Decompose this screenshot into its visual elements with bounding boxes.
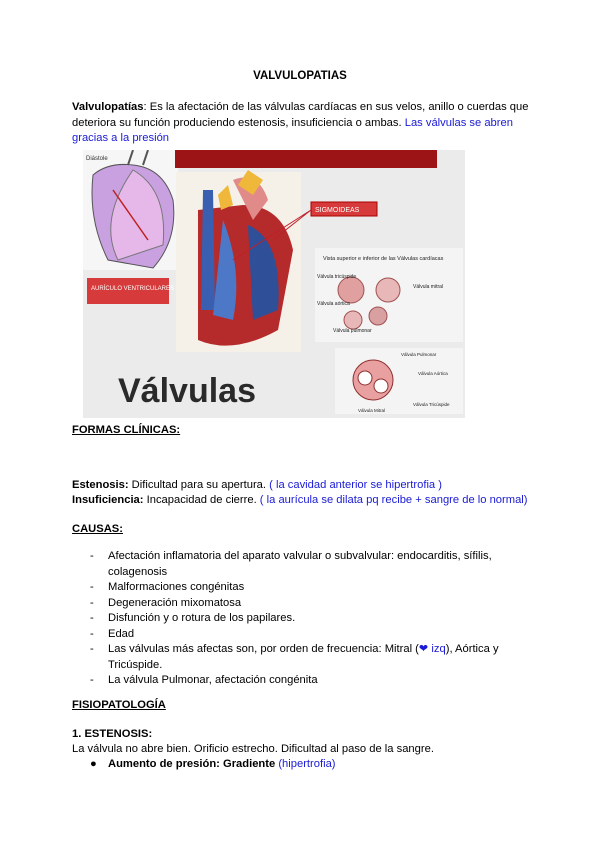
pressure-note: (hipertrofia) <box>275 758 336 770</box>
insufficiency-note: ( la aurícula se dilata pq recibe + sangre de lo normal) <box>259 494 528 506</box>
freq-suffix: ), Aórtica y Tricúspide. <box>108 643 499 671</box>
causes-heading: CAUSAS: <box>72 523 123 535</box>
page-title: VALVULOPATIAS <box>253 70 347 82</box>
intro-note: Las válvulas se abren gracias a la presión <box>72 116 513 144</box>
heart-left-note: ❤ izq <box>418 643 446 655</box>
lower-label-aortic: Válvula Aórtica <box>418 371 448 376</box>
physio-heading: FISIOPATOLOGÍA <box>72 699 166 711</box>
freq-prefix: Las válvulas más afectas son, por orden de frecuencia: Mitral ( <box>108 643 419 655</box>
forms-heading: FORMAS CLÍNICAS: <box>72 424 181 436</box>
stenosis-note: ( la cavidad anterior se hipertrofia ) <box>269 479 442 491</box>
insufficiency-text: Incapacidad de cierre. <box>143 494 260 506</box>
stenosis-subheading: 1. ESTENOSIS: <box>72 728 153 740</box>
cause-item: - Afectación inflamatoria del aparato valvular o subvalvular: endocarditis, sífilis, colagenosis <box>90 549 530 580</box>
valves-illustration <box>83 150 465 418</box>
diastole-label: Diástole <box>86 156 108 162</box>
insufficiency-line <box>72 494 528 506</box>
pressure-term: Aumento de presión: Gradiente <box>108 758 276 770</box>
cause-item-frequency <box>90 642 530 673</box>
intro-paragraph <box>72 100 532 147</box>
valve-label-mitral: Válvula mitral <box>413 284 444 290</box>
stenosis-text: Dificultad para su apertura. <box>128 479 270 491</box>
stenosis-term: Estenosis: <box>72 479 129 491</box>
cause-item: - Disfunción y o rotura de los papilares. <box>90 611 530 627</box>
insufficiency-term: Insuficiencia: <box>72 494 144 506</box>
lower-label-mitral: Válvula Mitral <box>358 408 386 413</box>
lower-label-pulmonary: Válvula Pulmonar <box>401 352 437 357</box>
valve-label-pulmonary: Válvula pulmonar <box>333 328 372 334</box>
valve-label-tricuspid: Válvula tricúspide <box>317 274 357 280</box>
pressure-bullet <box>90 758 336 770</box>
upper-view-caption: Vista superior e inferior de las Válvulas cardíacas <box>323 256 444 262</box>
valve-label-aortic: Válvula aórtica <box>317 301 350 307</box>
auricle-label: AURÍCULO VENTRICULARES <box>91 286 175 292</box>
cause-item: - La válvula Pulmonar, afectación congénita <box>90 673 530 689</box>
cause-item: - Degeneración mixomatosa <box>90 596 530 612</box>
causes-list <box>90 549 530 689</box>
bullet-dot: ● <box>90 758 97 770</box>
intro-term: Valvulopatías <box>72 101 144 113</box>
stenosis-description: La válvula no abre bien. Orificio estrecho. Dificultad al paso de la sangre. <box>72 743 434 755</box>
valves-figure <box>83 150 465 418</box>
cause-item: - Edad <box>90 627 530 643</box>
lower-label-tricuspid: Válvula Tricúspide <box>413 402 450 407</box>
sigmoid-label: SIGMOIDEAS <box>315 207 360 214</box>
cause-item: - Malformaciones congénitas <box>90 580 530 596</box>
valves-title: Válvulas <box>118 372 256 410</box>
intro-text: : Es la afectación de las válvulas cardíacas en sus velos, anillo o cuerdas que deteriora su función produciendo estenosis, insuficiencia o ambas. <box>72 101 529 129</box>
stenosis-line <box>72 479 442 491</box>
